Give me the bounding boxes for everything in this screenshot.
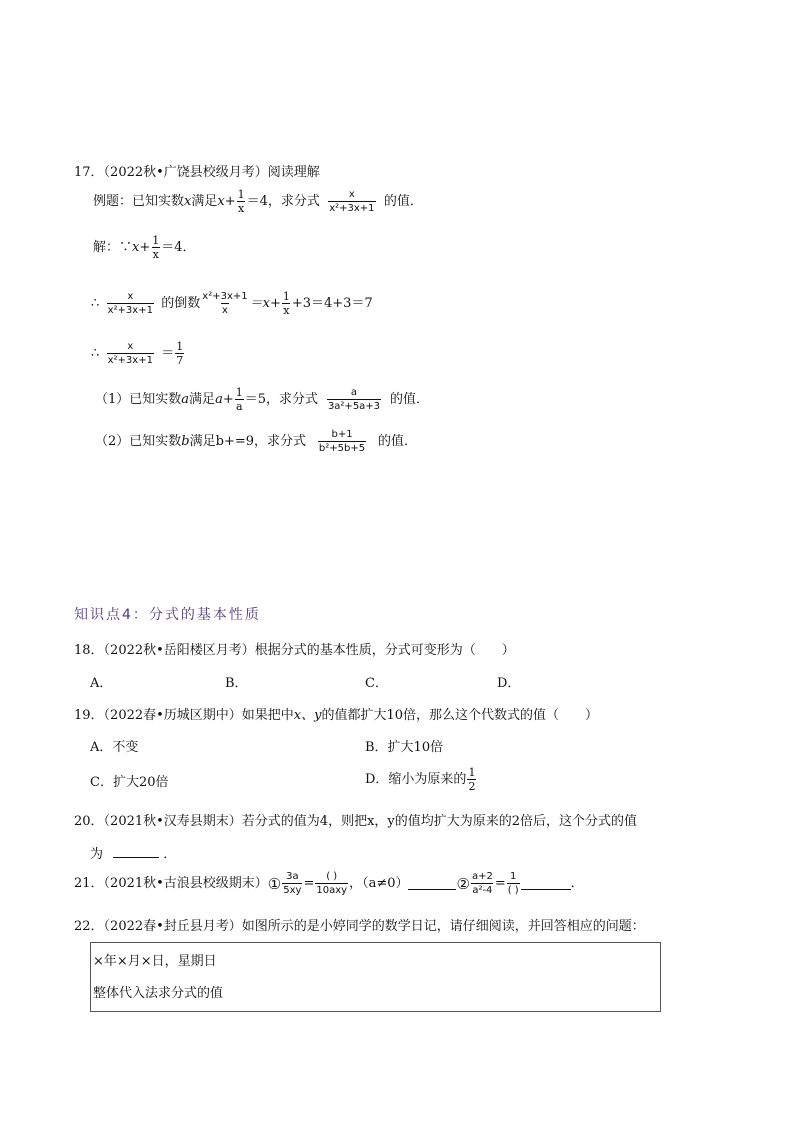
q19-option-d[interactable]: D．缩小为原来的 $\frac{1}{2}$ <box>365 766 476 793</box>
q20-answer-blank[interactable] <box>113 845 159 858</box>
diary-box <box>90 942 661 1012</box>
fraction-x-over-quadratic: $\frac{x}{\text{x²+3x+1}}$ <box>329 189 375 214</box>
fraction-1-over-x: $\frac{1}{x}$ <box>152 234 160 261</box>
fraction-a2-over-a2minus4: $\frac{a+2}{\text{a²-4}}$ <box>471 871 493 896</box>
fraction-blank-over-10axy[interactable]: $\frac{( )}{\text{10axy}}$ <box>316 871 348 896</box>
q18-option-d[interactable]: D． <box>497 676 521 691</box>
q17-step3 <box>91 340 185 367</box>
q17-part1 <box>95 386 429 413</box>
var-x: x <box>184 193 192 209</box>
fraction-a-over-quadratic: $\frac{a}{\text{3a²+5a+3}}$ <box>327 387 381 412</box>
x-plus: x+ <box>132 239 151 255</box>
q21-line: 21．（2021秋•古浪县校级期末） ① $\frac{3a}{5xy}$ = $\frac{( )}{\text{10axy}}$ ，（a≠0） ② $\frac{a+2}{\text{a²-4}}$ = $\frac{1}{( )}$ ． <box>74 871 584 896</box>
eq-sign: ＝ <box>161 345 175 361</box>
q20-text: 20．（2021秋•汉寿县期末）若分式的值为4，则把x，y的值均扩大为原来的2倍后，这个分式的值 <box>74 814 638 829</box>
fraction-1-over-x: $\frac{1}{x}$ <box>282 290 290 317</box>
p2-mid: b+=9，求分式 <box>215 433 307 449</box>
value-end: 的值． <box>378 433 418 449</box>
a-plus: a+ <box>215 391 234 407</box>
diary-line-2: 整体代入法求分式的值 <box>93 986 224 1001</box>
q18-option-a[interactable]: A． <box>90 676 113 691</box>
example-pre: 例题：已知实数 <box>93 193 185 209</box>
sol-pre: 解：∵ <box>93 239 133 255</box>
satisfy-text: 满足 <box>189 391 216 407</box>
q20-line2: 为 ． <box>90 847 177 862</box>
value-end: 的值． <box>390 391 430 407</box>
fraction-b-over-quadratic: $\frac{b+1}{\text{b²+5b+5}}$ <box>318 429 366 454</box>
fraction-1-over-blank[interactable]: $\frac{1}{( )}$ <box>507 871 519 896</box>
p1-pre: （1）已知实数 <box>95 391 182 407</box>
circled-1: ① <box>267 874 282 893</box>
q21-blank-1[interactable] <box>408 877 456 890</box>
fraction-3a-over-5xy: $\frac{3a}{5xy}$ <box>283 871 302 896</box>
value-end: 的值． <box>383 193 423 209</box>
q19-option-c[interactable]: C．扩大20倍 <box>90 775 169 790</box>
q19-option-b[interactable]: B．扩大10倍 <box>365 740 444 755</box>
fraction-x-over-quadratic: $\frac{x}{\text{x²+3x+1}}$ <box>107 291 153 316</box>
fraction-x-over-quadratic: $\frac{x}{\text{x²+3x+1}}$ <box>107 341 153 366</box>
x-plus: x+ <box>217 193 236 209</box>
fraction-reciprocal: $\frac{\text{x²+3x+1}}{x}$ <box>202 291 248 316</box>
q18-text: 18．（2022秋•岳阳楼区月考）根据分式的基本性质，分式可变形为（ ） <box>74 643 515 658</box>
satisfy-text: 满足 <box>189 433 216 449</box>
fraction-1-over-x: $\frac{1}{x}$ <box>237 188 245 215</box>
section-title: 知识点4：分式的基本性质 <box>74 607 261 623</box>
q19-text: 19．（2022春•历城区期中）如果把中x、y的值都扩大10倍，那么这个代数式的值（ ） <box>74 708 599 723</box>
q17-header: 17．（2022秋•广饶县校级月考）阅读理解 <box>74 165 320 180</box>
fraction-one-half: $\frac{1}{2}$ <box>468 766 476 793</box>
q19-option-a[interactable]: A．不变 <box>90 740 139 755</box>
therefore-symbol: ∴ <box>91 345 100 361</box>
fraction-one-seventh: $\frac{1}{7}$ <box>176 340 184 367</box>
q22-text: 22．（2022春•封丘县月考）如图所示的是小婷同学的数学日记，请仔细阅读，并回答相应的问题： <box>74 919 645 934</box>
q17-part2 <box>95 428 417 455</box>
p1-eq: ＝5，求分式 <box>244 391 318 407</box>
q18-option-c[interactable]: C． <box>365 676 388 691</box>
circled-2: ② <box>456 874 470 893</box>
q17-step2 <box>91 290 373 317</box>
eq4-text: ＝4，求分式 <box>246 193 320 209</box>
eq4b-text: ＝4． <box>161 239 196 255</box>
reciprocal-text: 的倒数 <box>161 295 201 311</box>
satisfy-text: 满足 <box>191 193 218 209</box>
q17-solution <box>93 234 196 261</box>
var-a: a <box>181 391 190 407</box>
fraction-1-over-a: $\frac{1}{a}$ <box>235 386 243 413</box>
eq-x-plus: ＝x+ <box>249 295 281 311</box>
diary-line-1: ×年×月×日，星期日 <box>93 954 217 969</box>
q21-blank-2[interactable] <box>521 877 571 890</box>
q18-option-b[interactable]: B． <box>225 676 248 691</box>
p2-pre: （2）已知实数 <box>95 433 182 449</box>
chain-text: +3＝4+3＝7 <box>291 295 373 311</box>
therefore-symbol: ∴ <box>91 295 100 311</box>
q17-example <box>93 188 423 215</box>
var-b: b <box>181 433 190 449</box>
